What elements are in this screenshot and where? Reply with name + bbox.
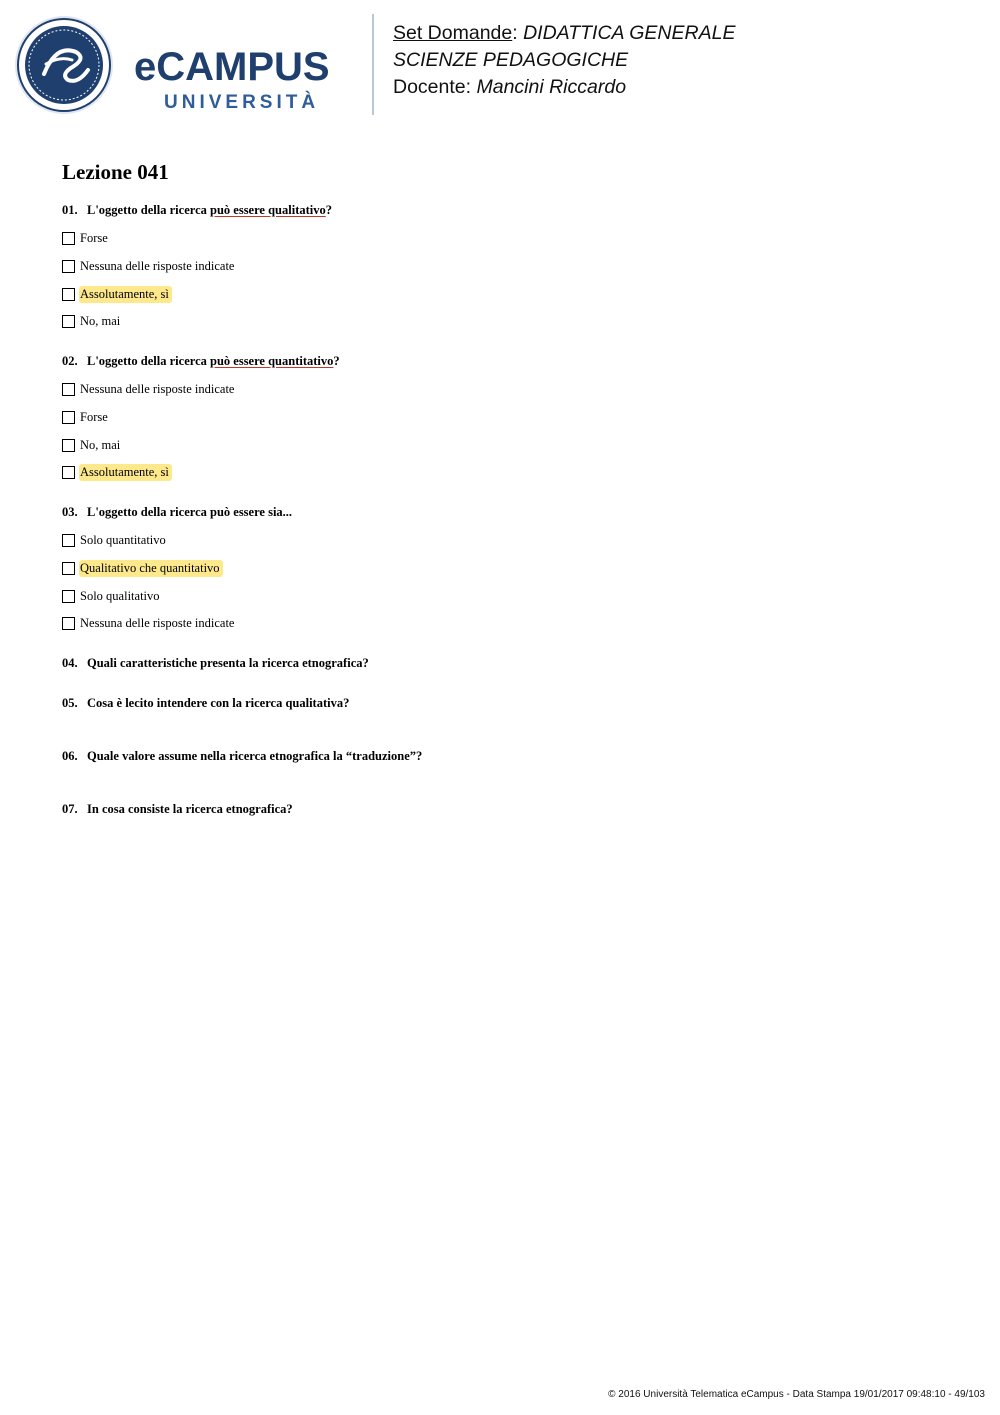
answer-option-correct[interactable]: Assolutamente, sì: [62, 464, 172, 480]
answer-option[interactable]: No, mai: [62, 437, 123, 453]
answer-option[interactable]: Solo quantitativo: [62, 532, 169, 548]
answer-option[interactable]: Nessuna delle risposte indicate: [62, 258, 237, 274]
answer-option[interactable]: Forse: [62, 230, 111, 246]
question-05: 05. Cosa è lecito intendere con la ricerca qualitativa?: [62, 696, 350, 710]
checkbox[interactable]: [62, 617, 75, 630]
seal-icon: [15, 16, 113, 114]
checkbox[interactable]: [62, 315, 75, 328]
course-name: DIDATTICA GENERALE: [523, 22, 736, 44]
logo-text: eCAMPUS: [134, 45, 330, 89]
teacher-label: Docente:: [393, 76, 472, 98]
answer-option[interactable]: Forse: [62, 409, 111, 425]
page-footer: © 2016 Università Telematica eCampus - Data Stampa 19/01/2017 09:48:10 - 49/103: [608, 1389, 985, 1400]
checkbox[interactable]: [62, 288, 75, 301]
checkbox[interactable]: [62, 590, 75, 603]
set-label: Set Domande: [393, 22, 513, 44]
faculty-name: SCIENZE PEDAGOGICHE: [393, 49, 629, 71]
question-06: 06. Quale valore assume nella ricerca etnografica la “traduzione”?: [62, 749, 423, 763]
logo-subtext: UNIVERSITÀ: [164, 92, 320, 113]
checkbox[interactable]: [62, 534, 75, 547]
answer-option[interactable]: Nessuna delle risposte indicate: [62, 615, 237, 631]
answer-option[interactable]: Nessuna delle risposte indicate: [62, 381, 237, 397]
ecampus-logo: [14, 14, 374, 119]
checkbox[interactable]: [62, 411, 75, 424]
checkbox[interactable]: [62, 562, 75, 575]
question-07: 07. In cosa consiste la ricerca etnografica?: [62, 802, 293, 816]
answer-option[interactable]: Solo qualitativo: [62, 588, 163, 604]
answer-option[interactable]: No, mai: [62, 313, 123, 329]
answer-option-correct[interactable]: Qualitativo che quantitativo: [62, 560, 223, 576]
teacher-name: Mancini Riccardo: [476, 76, 627, 98]
checkbox[interactable]: [62, 439, 75, 452]
checkbox[interactable]: [62, 466, 75, 479]
checkbox[interactable]: [62, 260, 75, 273]
question-01: 01. L'oggetto della ricerca può essere qualitativo?: [62, 203, 332, 217]
lesson-title: Lezione 041: [62, 160, 169, 184]
question-04: 04. Quali caratteristiche presenta la ricerca etnografica?: [62, 656, 369, 670]
header-info: Set Domande: DIDATTICA GENERALE SCIENZE PEDAGOGICHE Docente: Mancini Riccardo: [393, 22, 736, 98]
checkbox[interactable]: [62, 232, 75, 245]
answer-option-correct[interactable]: Assolutamente, sì: [62, 286, 172, 302]
question-03: 03. L'oggetto della ricerca può essere sia...: [62, 505, 293, 519]
header-divider: [372, 14, 374, 115]
checkbox[interactable]: [62, 383, 75, 396]
question-02: 02. L'oggetto della ricerca può essere quantitativo?: [62, 354, 340, 368]
